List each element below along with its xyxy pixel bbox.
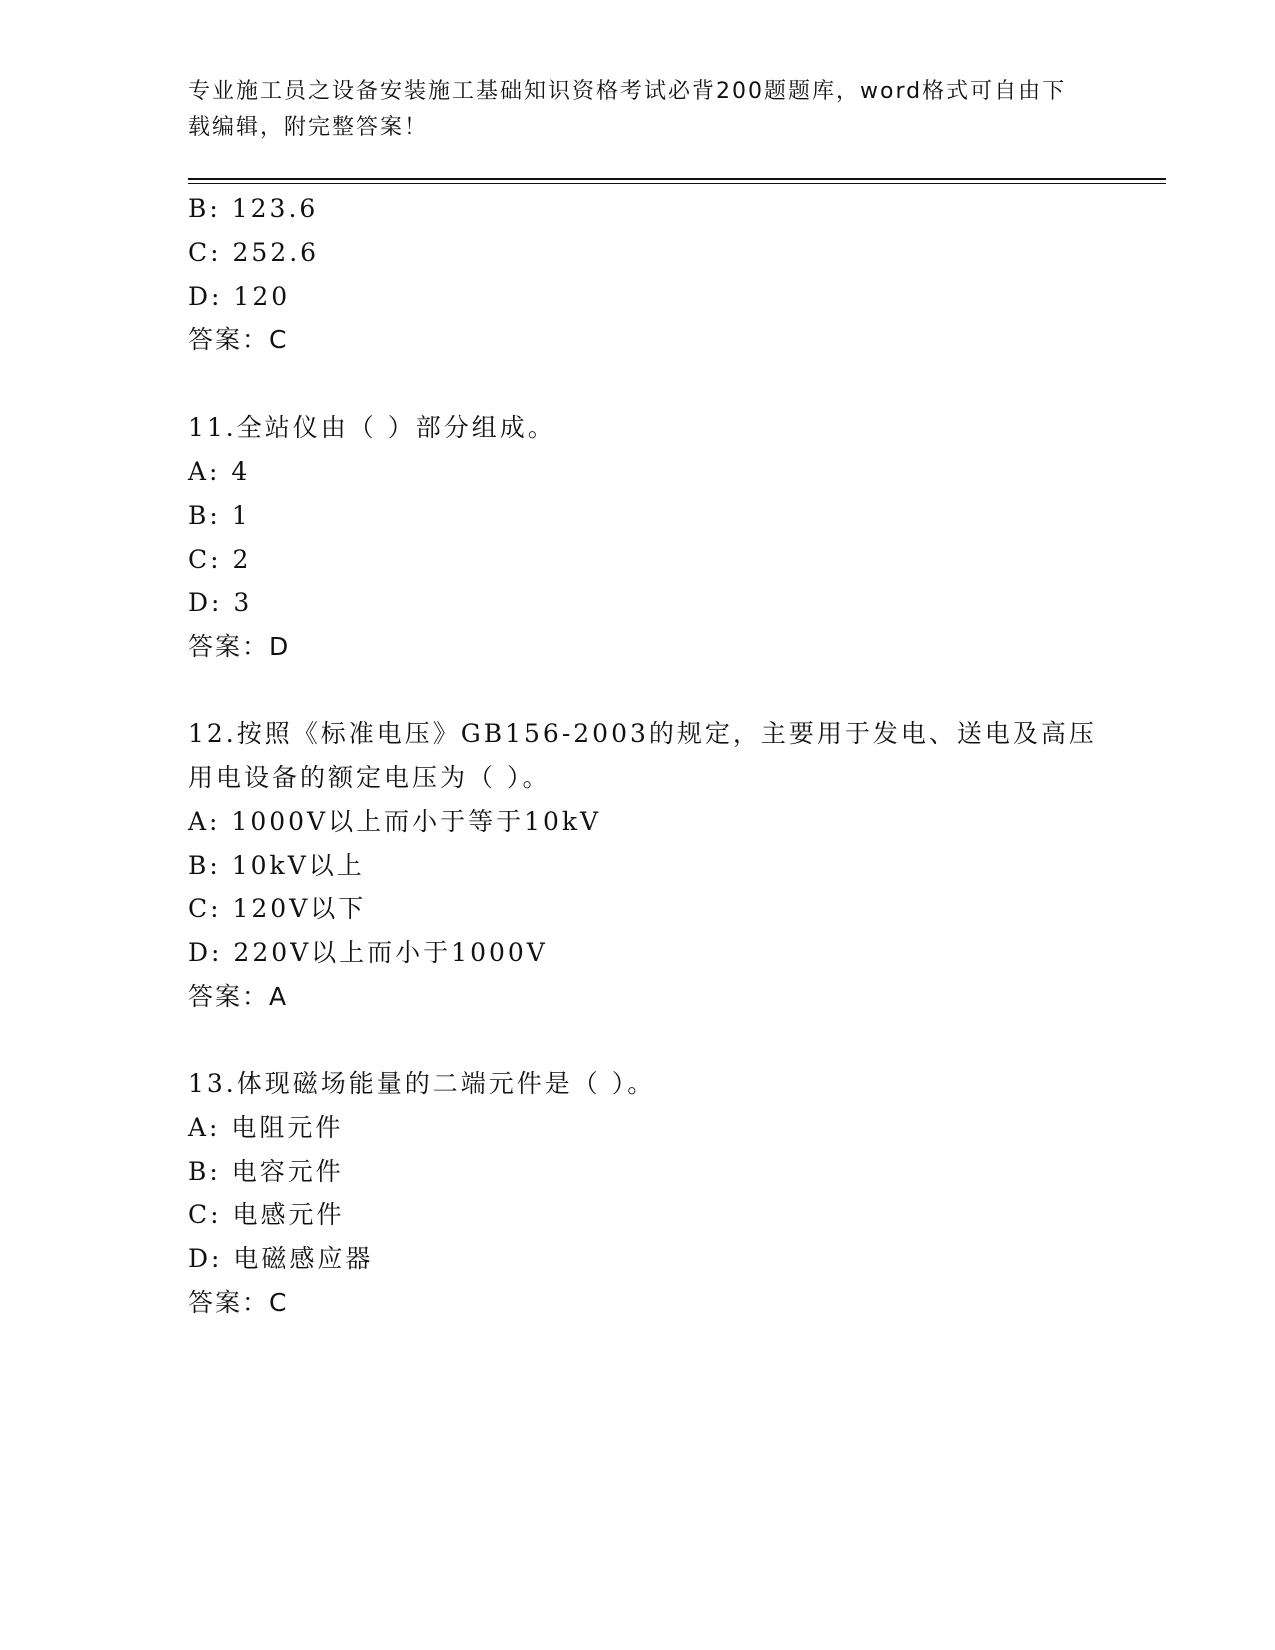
- question-stem-continued: 用电设备的额定电压为（ ）。: [188, 763, 551, 792]
- answer-line: 答案：A: [188, 982, 289, 1011]
- option-c: C: 120V以下: [188, 894, 367, 923]
- option-d: D: 120: [188, 282, 291, 311]
- header-divider-thin: [188, 183, 1166, 184]
- option-a: A: 4: [188, 457, 251, 486]
- option-a: A: 1000V以上而小于等于10kV: [188, 807, 602, 836]
- option-a: A: 电阻元件: [188, 1113, 344, 1142]
- answer-line: 答案：C: [188, 325, 289, 354]
- option-d: D: 电磁感应器: [188, 1244, 374, 1273]
- option-c: C: 电感元件: [188, 1200, 345, 1229]
- option-b: B: 电容元件: [188, 1157, 344, 1186]
- option-b: B: 123.6: [188, 194, 319, 223]
- question-stem: 11.全站仪由（ ）部分组成。: [188, 413, 556, 442]
- option-d: D: 3: [188, 588, 253, 617]
- question-stem: 12.按照《标准电压》GB156-2003的规定，主要用于发电、送电及高压: [188, 719, 1097, 748]
- option-b: B: 1: [188, 501, 251, 530]
- option-d: D: 220V以上而小于1000V: [188, 938, 548, 967]
- answer-line: 答案：D: [188, 632, 291, 661]
- question-stem: 13.体现磁场能量的二端元件是（ ）。: [188, 1069, 656, 1098]
- header-divider-thick: [188, 178, 1166, 180]
- document-header: 专业施工员之设备安装施工基础知识资格考试必背200题题库，word格式可自由下载编辑，附完整答案！: [188, 79, 1067, 140]
- option-b: B: 10kV以上: [188, 851, 365, 880]
- option-c: C: 252.6: [188, 238, 320, 267]
- option-c: C: 2: [188, 545, 252, 574]
- answer-line: 答案：C: [188, 1288, 289, 1317]
